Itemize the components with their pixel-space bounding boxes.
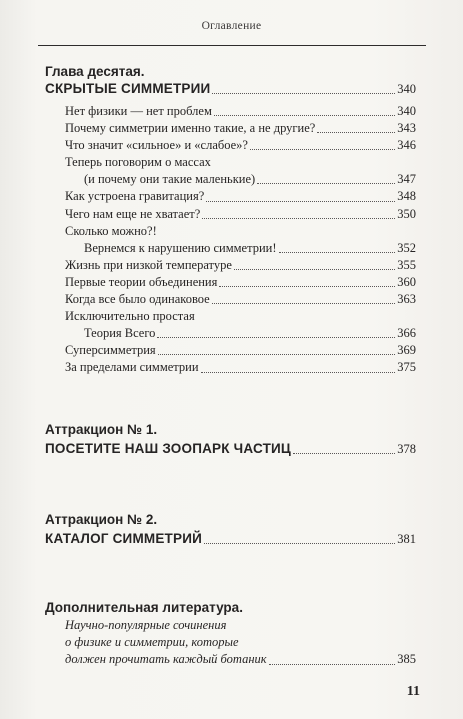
entry-title: Жизнь при низкой температуре <box>65 257 232 272</box>
entry-title: Вернемся к нарушению симметрии! <box>84 240 277 255</box>
entry-title: Чего нам еще не хватает? <box>65 206 201 221</box>
bibliography-note-line: Научно-популярные сочинения <box>65 618 227 632</box>
toc-entry[interactable] <box>65 120 416 137</box>
toc-entry[interactable] <box>65 188 416 205</box>
toc-entry[interactable] <box>65 342 416 359</box>
leader-dots <box>279 252 396 253</box>
toc-entry[interactable] <box>65 103 416 120</box>
page-ref: 348 <box>397 189 416 204</box>
leader-dots <box>204 543 395 544</box>
toc-entry[interactable] <box>65 291 416 308</box>
page-ref: 381 <box>397 532 416 546</box>
running-header: Оглавление <box>201 20 262 32</box>
bibliography-note-line: должен прочитать каждый ботаник <box>65 652 267 667</box>
toc-entry[interactable] <box>65 359 416 376</box>
attraction-title: ПОСЕТИТЕ НАШ ЗООПАРК ЧАСТИЦ <box>45 441 291 456</box>
leader-dots <box>269 664 396 665</box>
chapter-title: СКРЫТЫЕ СИММЕТРИИ <box>45 81 211 96</box>
bibliography-section <box>45 599 416 669</box>
toc-entry[interactable] <box>65 274 416 291</box>
leader-dots <box>293 453 395 454</box>
toc-entry[interactable] <box>65 206 416 223</box>
leader-dots <box>219 286 395 287</box>
toc-entry[interactable] <box>65 257 416 274</box>
leader-dots <box>257 183 395 184</box>
toc-entry[interactable] <box>65 325 416 342</box>
leader-dots <box>157 337 395 338</box>
entry-title: Как устроена гравитация? <box>65 189 205 204</box>
entry-title: Первые теории объединения <box>65 274 218 289</box>
leader-dots <box>214 115 395 116</box>
header-rule <box>38 45 426 46</box>
page-ref: 375 <box>397 360 416 375</box>
attraction-1-heading <box>45 421 416 458</box>
leader-dots <box>317 132 395 133</box>
chapter-label: Глава десятая. <box>45 64 145 79</box>
page-ref: 352 <box>397 240 416 255</box>
leader-dots <box>202 218 395 219</box>
page-ref: 363 <box>397 292 416 307</box>
page-ref: 350 <box>397 206 416 221</box>
page-ref: 347 <box>397 172 416 187</box>
entry-title: Суперсимметрия <box>65 343 156 358</box>
page-ref: 340 <box>397 104 416 118</box>
entry-title-line1: Сколько можно?! <box>65 223 157 238</box>
page-ref: 340 <box>397 82 416 96</box>
page-number: 11 <box>406 684 420 699</box>
bibliography-entry[interactable] <box>45 651 416 668</box>
chapter-10-entries <box>65 103 416 377</box>
page-ref: 369 <box>397 343 416 358</box>
leader-dots <box>212 303 396 304</box>
entry-title: (и почему они такие маленькие) <box>84 172 256 187</box>
page-ref: 378 <box>397 442 416 456</box>
entry-title: За пределами симметрии <box>65 360 199 375</box>
leader-dots <box>250 149 395 150</box>
leader-dots <box>158 354 396 355</box>
attraction-label: Аттракцион № 2. <box>45 512 158 527</box>
entry-title: Теория Всего <box>84 326 156 341</box>
page-ref: 343 <box>397 121 416 136</box>
chapter-10-heading <box>45 63 416 98</box>
leader-dots <box>234 269 395 270</box>
attraction-2-heading <box>45 511 416 548</box>
toc-entry[interactable] <box>65 171 416 188</box>
leader-dots <box>212 93 395 94</box>
leader-dots <box>201 372 396 373</box>
bibliography-note-line: о физике и симметрии, которые <box>65 635 239 650</box>
toc-entry[interactable] <box>65 240 416 257</box>
entry-title-line1: Теперь поговорим о массах <box>65 155 211 170</box>
leader-dots <box>206 201 395 202</box>
attraction-title-row[interactable] <box>45 530 416 548</box>
entry-title: Нет физики — нет проблем <box>65 104 212 118</box>
page-ref: 360 <box>397 274 416 289</box>
entry-title: Когда все было одинаковое <box>65 292 210 307</box>
attraction-title: КАТАЛОГ СИММЕТРИЙ <box>45 531 203 546</box>
page-ref: 366 <box>397 326 416 341</box>
page-ref: 346 <box>397 138 416 153</box>
attraction-label: Аттракцион № 1. <box>45 422 158 437</box>
toc-entry[interactable] <box>65 137 416 154</box>
page-ref: 385 <box>397 652 416 667</box>
entry-title: Почему симметрии именно такие, а не другие? <box>65 121 316 136</box>
entry-title: Что значит «сильное» и «слабое»? <box>65 138 248 153</box>
chapter-title-row[interactable] <box>45 80 416 98</box>
attraction-title-row[interactable] <box>45 440 416 458</box>
bibliography-title: Дополнительная литература. <box>45 600 243 615</box>
entry-title-line1: Исключительно простая <box>65 309 195 324</box>
page-ref: 355 <box>397 257 416 272</box>
